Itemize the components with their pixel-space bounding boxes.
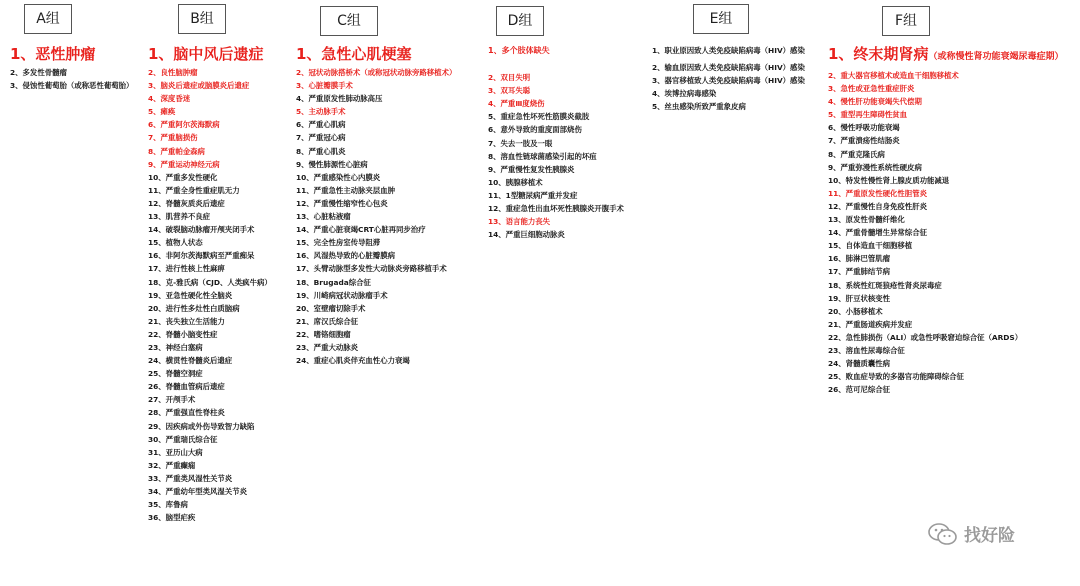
disease-item: 12、严重慢性缩窄性心包炎 (296, 198, 388, 208)
disease-item: 7、失去一肢及一眼 (488, 138, 553, 148)
disease-item: 6、意外导致的重度面部烧伤 (488, 125, 582, 135)
disease-item: 3、侵蚀性葡萄胎（或称恶性葡萄胎） (10, 81, 134, 91)
disease-item: 9、严重弥漫性系统性硬皮病 (828, 162, 922, 172)
group-f-title (828, 44, 1076, 67)
disease-item: 6、严重阿尔茨海默病 (148, 120, 220, 130)
disease-item: 2、多发性骨髓瘤 (10, 68, 67, 77)
group-a-list (10, 66, 150, 92)
disease-item: 25、败血症导致的多器官功能障碍综合征 (828, 372, 964, 382)
disease-item: 4、深度昏迷 (148, 94, 191, 104)
group-f-list (828, 69, 1076, 396)
disease-item: 10、严重感染性心内膜炎 (296, 172, 381, 182)
disease-item: 12、脊髓灰质炎后遗症 (148, 198, 225, 208)
disease-item: 10、严重多发性硬化 (148, 172, 218, 182)
disease-item: 4、严重Ⅲ度烧伤 (488, 99, 545, 109)
disease-item: 20、小肠移植术 (828, 306, 883, 316)
disease-item: 33、严重类风湿性关节炎 (148, 473, 233, 483)
disease-item: 8、严重心肌炎 (296, 146, 346, 156)
disease-item: 14、严重心脏衰竭CRT心脏再同步治疗 (296, 225, 426, 235)
disease-item: 15、自体造血干细胞移植 (828, 241, 913, 251)
disease-item: 10、特发性慢性肾上腺皮质功能减退 (828, 175, 950, 185)
disease-item: 8、溶血性链球菌感染引起的坏疽 (488, 151, 597, 161)
disease-item: 3、双耳失聪 (488, 86, 531, 96)
disease-item: 4、埃博拉病毒感染 (652, 89, 717, 99)
disease-item: 7、严重冠心病 (296, 133, 346, 143)
watermark (928, 521, 1015, 546)
disease-item: 5、重型再生障碍性贫血 (828, 110, 908, 120)
group-label-d: D组 (496, 6, 544, 36)
disease-item: 17、进行性核上性麻痹 (148, 264, 225, 274)
disease-item: 12、重症急性出血坏死性胰腺炎开腹手术 (488, 204, 624, 214)
disease-item: 10、胰腺移植术 (488, 177, 543, 187)
disease-item: 20、室壁瘤切除手术 (296, 303, 366, 313)
disease-item: 26、脊髓血管病后遗症 (148, 382, 225, 392)
disease-item: 13、肌营养不良症 (148, 212, 211, 222)
disease-item: 21、席汉氏综合征 (296, 316, 359, 326)
disease-item: 2、双目失明 (488, 73, 531, 83)
disease-item: 24、肾髓质囊性病 (828, 359, 891, 369)
disease-item: 21、严重肠道疾病并发症 (828, 319, 913, 329)
group-column-f (828, 44, 1076, 396)
disease-item: 23、神经白塞病 (148, 342, 203, 352)
disease-item: 15、植物人状态 (148, 238, 203, 248)
disease-item: 35、库鲁病 (148, 500, 188, 510)
group-column-e (652, 44, 824, 113)
disease-item: 3、急性或亚急性重症肝炎 (828, 84, 915, 94)
disease-item: 16、风湿热导致的心脏瓣膜病 (296, 251, 395, 261)
disease-item: 3、器官移植致人类免疫缺陷病毒（HIV）感染 (652, 76, 805, 86)
disease-item: 9、严重运动神经元病 (148, 159, 220, 169)
disease-item: 5、丝虫感染所致严重象皮病 (652, 102, 746, 112)
disease-item: 2、输血原因致人类免疫缺陷病毒（HIV）感染 (652, 63, 805, 72)
wechat-icon (928, 522, 958, 546)
group-e-list (652, 61, 824, 113)
disease-item: 14、破裂脑动脉瘤开颅夹闭手术 (148, 225, 255, 235)
disease-item: 14、严重巨细胞动脉炎 (488, 230, 565, 240)
group-label-f: F组 (882, 6, 930, 36)
disease-item: 11、严重急性主动脉夹层血肿 (296, 185, 395, 195)
disease-item: 16、肺淋巴管肌瘤 (828, 254, 891, 264)
group-e-title: 1、职业原因致人类免疫缺陷病毒（HIV）感染 (652, 46, 805, 55)
disease-item: 18、系统性红斑狼疮性肾炎尿毒症 (828, 280, 942, 290)
disease-item: 23、严重大动脉炎 (296, 342, 359, 352)
disease-item: 7、严重溃疡性结肠炎 (828, 136, 900, 146)
group-d-title: 1、多个肢体缺失 (488, 46, 550, 55)
group-b-list (148, 66, 296, 524)
group-d-list (488, 58, 648, 241)
disease-item: 21、丧失独立生活能力 (148, 316, 225, 326)
disease-item: 24、横贯性脊髓炎后遗症 (148, 356, 233, 366)
disease-item: 23、溶血性尿毒综合征 (828, 345, 905, 355)
group-f-title-note: （或称慢性肾功能衰竭尿毒症期） (928, 52, 1064, 62)
group-label-c: C组 (320, 6, 378, 36)
disease-item: 5、主动脉手术 (296, 107, 346, 117)
watermark-text: 找好险 (964, 526, 1015, 546)
disease-item: 13、原发性骨髓纤维化 (828, 215, 905, 225)
disease-item: 6、严重心肌病 (296, 120, 346, 130)
disease-item: 8、严重克隆氏病 (828, 149, 885, 159)
group-f-title-main: 1、终末期肾病 (828, 45, 929, 63)
disease-item: 17、头臂动脉型多发性大动脉炎旁路移植手术 (296, 264, 447, 274)
group-column-d (488, 44, 648, 241)
disease-item: 19、亚急性硬化性全脑炎 (148, 290, 233, 300)
disease-item: 2、冠状动脉搭桥术（或称冠状动脉旁路移植术） (296, 68, 457, 77)
disease-item: 14、严重骨髓增生异常综合征 (828, 228, 927, 238)
disease-item: 3、脑炎后遗症或脑膜炎后遗症 (148, 81, 250, 91)
disease-item: 2、重大器官移植术或造血干细胞移植术 (828, 71, 959, 80)
group-b-title: 1、脑中风后遗症 (148, 45, 264, 63)
disease-item: 19、肝豆状核变性 (828, 293, 891, 303)
disease-item: 2、良性脑肿瘤 (148, 68, 198, 77)
disease-item: 9、严重慢性复发性胰腺炎 (488, 164, 575, 174)
disease-item: 26、范可尼综合征 (828, 385, 891, 395)
group-label-b: B组 (178, 4, 226, 34)
disease-item: 24、重症心肌炎伴充血性心力衰竭 (296, 356, 410, 366)
disease-item: 19、川崎病冠状动脉瘤手术 (296, 290, 388, 300)
disease-item: 7、严重脑损伤 (148, 133, 198, 143)
disease-item: 36、脑型疟疾 (148, 513, 196, 523)
disease-item: 18、克-雅氏病（CJD、人类疯牛病） (148, 277, 272, 287)
disease-item: 9、慢性肺源性心脏病 (296, 159, 368, 169)
disease-item: 18、Brugada综合征 (296, 277, 371, 287)
disease-item: 22、脊髓小脑变性症 (148, 329, 218, 339)
disease-item: 22、急性肺损伤（ALI）或急性呼吸窘迫综合征（ARDS） (828, 332, 1023, 342)
group-c-list (296, 66, 486, 367)
group-column-c (296, 44, 486, 367)
disease-item: 22、嗜铬细胞瘤 (296, 329, 351, 339)
disease-item: 31、亚历山大病 (148, 447, 203, 457)
disease-item: 11、严重全身性重症肌无力 (148, 185, 240, 195)
disease-item: 28、严重强直性脊柱炎 (148, 408, 225, 418)
disease-item: 17、严重肺结节病 (828, 267, 891, 277)
group-label-e: E组 (693, 4, 749, 34)
disease-item: 5、重症急性坏死性筋膜炎截肢 (488, 112, 590, 122)
group-label-a: A组 (24, 4, 72, 34)
disease-item: 4、慢性肝功能衰竭失代偿期 (828, 97, 922, 107)
disease-item: 6、慢性呼吸功能衰竭 (828, 123, 900, 133)
disease-item: 13、语言能力丧失 (488, 217, 551, 227)
disease-item: 29、因疾病或外伤导致智力缺陷 (148, 421, 255, 431)
disease-item: 8、严重帕金森病 (148, 146, 205, 156)
disease-item: 4、严重原发性肺动脉高压 (296, 94, 383, 104)
disease-item: 13、心脏粘液瘤 (296, 212, 351, 222)
disease-item: 20、进行性多灶性白质脑病 (148, 303, 240, 313)
disease-item (488, 58, 648, 71)
disease-item: 3、心脏瓣膜手术 (296, 81, 353, 91)
disease-item: 15、完全性房室传导阻滞 (296, 238, 381, 248)
disease-item: 16、非阿尔茨海默病至严重痴呆 (148, 251, 255, 261)
disease-item: 5、瘫痪 (148, 107, 176, 117)
disease-item: 12、严重慢性自身免疫性肝炎 (828, 201, 927, 211)
disease-item: 27、开颅手术 (148, 395, 196, 405)
disease-item: 25、脊髓空洞症 (148, 369, 203, 379)
group-c-title: 1、急性心肌梗塞 (296, 45, 412, 63)
group-a-title: 1、恶性肿瘤 (10, 45, 96, 63)
group-column-a (10, 44, 150, 92)
disease-item: 11、1型糖尿病严重并发症 (488, 190, 578, 200)
disease-item: 30、严重瑞氏综合征 (148, 434, 218, 444)
group-column-b (148, 44, 296, 524)
disease-item: 34、严重幼年型类风湿关节炎 (148, 487, 247, 496)
disease-item: 32、严重癫痫 (148, 460, 196, 470)
disease-item: 11、严重原发性硬化性胆管炎 (828, 188, 927, 198)
